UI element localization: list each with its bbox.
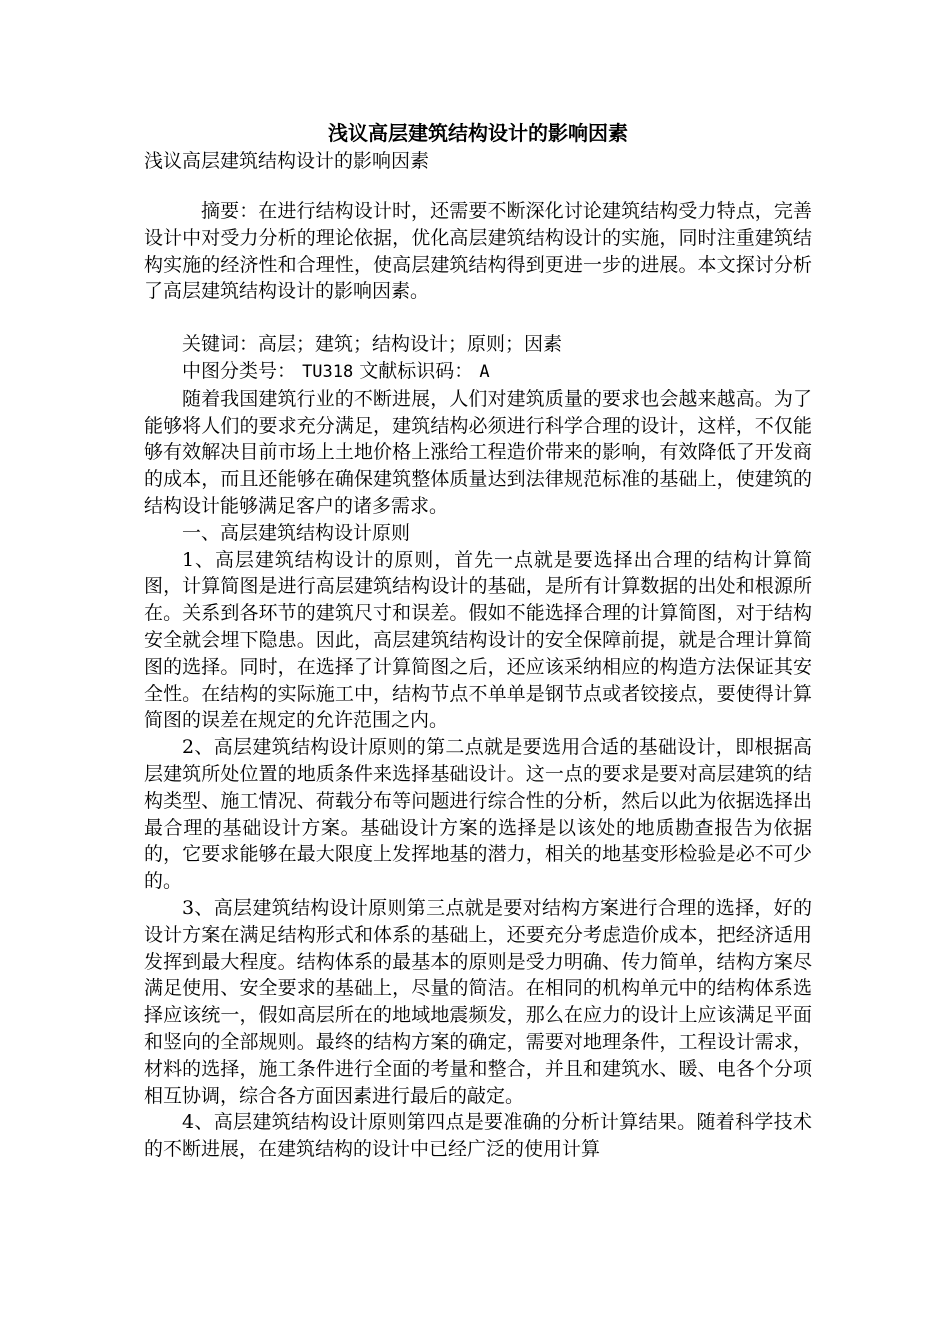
document-subtitle: 浅议高层建筑结构设计的影响因素 — [144, 150, 430, 172]
intro-paragraph: 随着我国建筑行业的不断进展，人们对建筑质量的要求也会越来越高。为了能够将人们的要求充分满足，建筑结构必须进行科学合理的设计，这样，不仅能够有效解决目前市场上土地价格上涨给工程造价带来的影响，有效降低了开发商的成本，而且还能够在确保建筑整体质量达到法律规范标准的基础上，使建筑的结构设计能够满足客户的诸多需求。 — [144, 387, 812, 517]
principle-1-paragraph: 1、高层建筑结构设计的原则，首先一点就是要选择出合理的结构计算简图，计算简图是进行高层建筑结构设计的基础，是所有计算数据的出处和根源所在。关系到各环节的建筑尺寸和误差。假如不能选择合理的计算简图，对于结构安全就会埋下隐患。因此，高层建筑结构设计的安全保障前提，就是合理计算简图的选择。同时，在选择了计算简图之后，还应该采纳相应的构造方法保证其安全性。在结构的实际施工中，结构节点不单单是钢节点或者铰接点，要使得计算简图的误差在规定的允许范围之内。 — [144, 548, 812, 732]
document-page — [144, 118, 812, 1163]
classification-line — [144, 358, 812, 386]
classification-code: TU318 — [302, 361, 354, 382]
principle-3-paragraph: 3、高层建筑结构设计原则第三点就是要对结构方案进行合理的选择，好的设计方案在满足结构形式和体系的基础上，还要充分考虑造价成本，把经济适用发挥到最大程度。结构体系的最基本的原则是受力明确、传力简单，结构方案尽满足使用、安全要求的基础上，尽量的简洁。在相同的机构单元中的结构体系选择应该统一，假如高层所在的地域地震频发，那么在应力的设计上应该满足平面和竖向的全部规则。最终的结构方案的确定，需要对地理条件，工程设计需求，材料的选择，施工条件进行全面的考量和整合，并且和建筑水、暖、电各个分项相互协调，综合各方面因素进行最后的敲定。 — [144, 896, 812, 1107]
section-heading: 一、高层建筑结构设计原则 — [182, 521, 411, 544]
document-title: 浅议高层建筑结构设计的影响因素 — [328, 121, 628, 145]
document-code: A — [479, 361, 490, 382]
principle-2-paragraph: 2、高层建筑结构设计原则的第二点就是要选用合适的基础设计，即根据高层建筑所处位置的地质条件来选择基础设计。这一点的要求是要对高层建筑的结构类型、施工情况、荷载分布等问题进行综合性的分析，然后以此为依据选择出最合理的基础设计方案。基础设计方案的选择是以该处的地质勘查报告为依据的，它要求能够在最大限度上发挥地基的潜力，相关的地基变形检验是必不可少的。 — [144, 736, 812, 893]
abstract-paragraph: 摘要：在进行结构设计时，还需要不断深化讨论建筑结构受力特点，完善设计中对受力分析的理论依据，优化高层建筑结构设计的实施，同时注重建筑结构实施的经济性和合理性，使高层建筑结构得到更进一步的进展。本文探讨分析了高层建筑结构设计的影响因素。 — [144, 200, 812, 303]
keywords-line: 关键词：高层；建筑；结构设计；原则；因素 — [182, 333, 563, 356]
document-code-label: 文献标识码： — [359, 359, 474, 382]
principle-4-paragraph: 4、高层建筑结构设计原则第四点是要准确的分析计算结果。随着科学技术的不断进展，在建筑结构的设计中已经广泛的使用计算 — [144, 1111, 812, 1161]
classification-label: 中图分类号： — [182, 359, 297, 382]
